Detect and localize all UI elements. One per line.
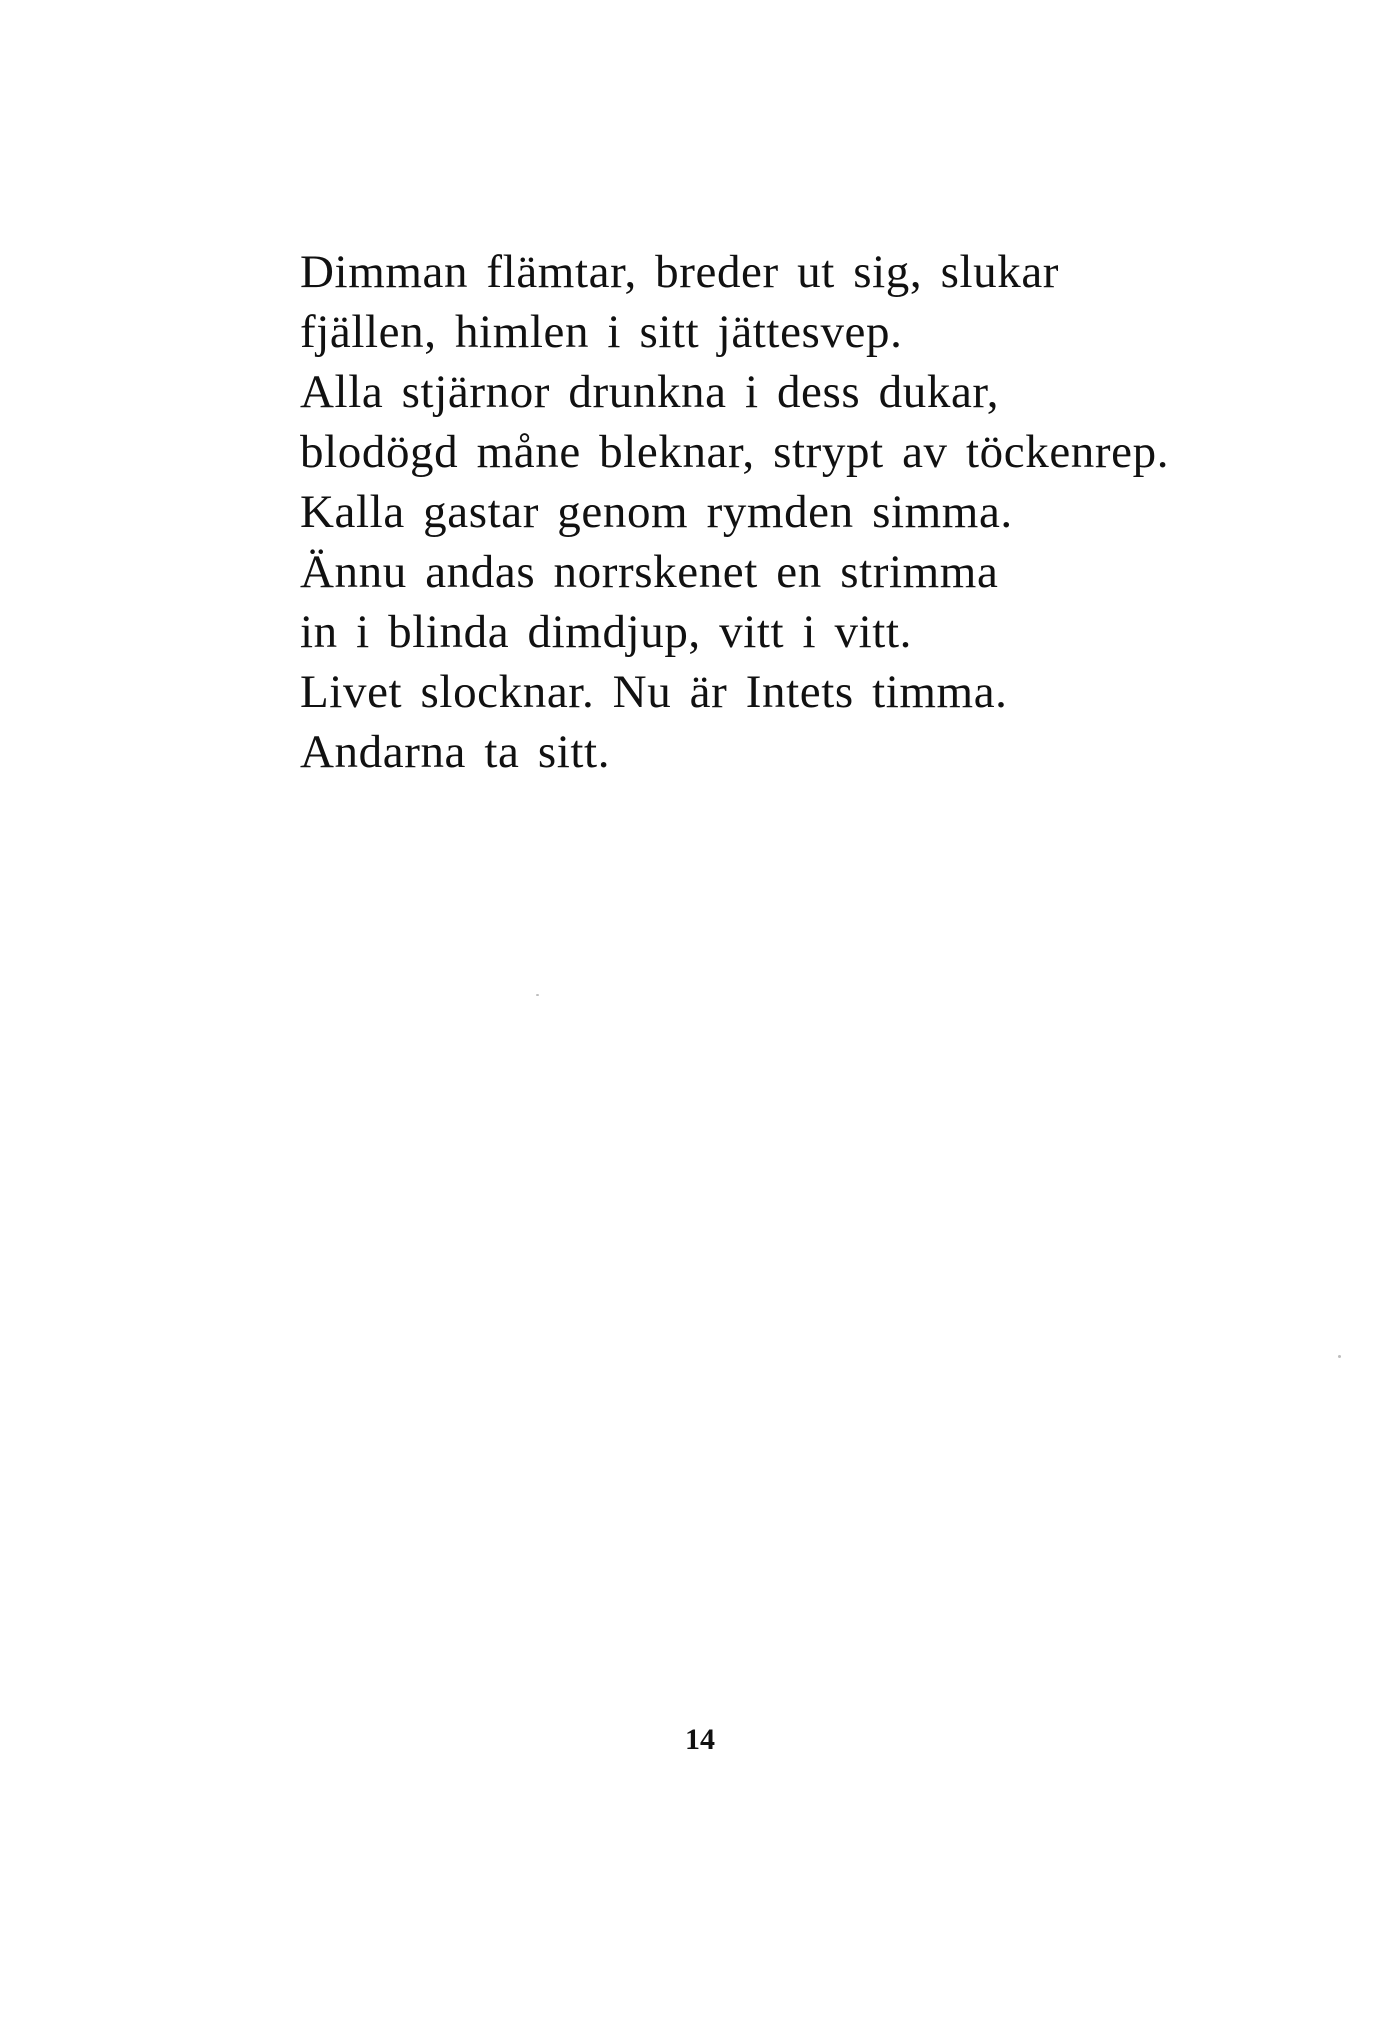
poem-line: in i blinda dimdjup, vitt i vitt.: [300, 606, 912, 658]
scan-speck: [1338, 1355, 1341, 1358]
poem-line: blodögd måne bleknar, strypt av töckenrep.: [300, 426, 1170, 478]
poem-line: Andarna ta sitt.: [300, 726, 611, 778]
poem-line: fjällen, himlen i sitt jättesvep.: [300, 306, 903, 358]
poem-line: Alla stjärnor drunkna i dess dukar,: [300, 366, 1000, 418]
poem-line: Ännu andas norrskenet en strimma: [300, 546, 999, 598]
poem-line: Dimman flämtar, breder ut sig, slukar: [300, 246, 1060, 298]
poem-line: Kalla gastar genom rymden simma.: [300, 486, 1013, 538]
page-number: 14: [685, 1723, 715, 1756]
poem-line: Livet slocknar. Nu är Intets timma.: [300, 666, 1008, 718]
poem-stanza: [300, 242, 1300, 782]
scan-speck: [536, 994, 539, 996]
